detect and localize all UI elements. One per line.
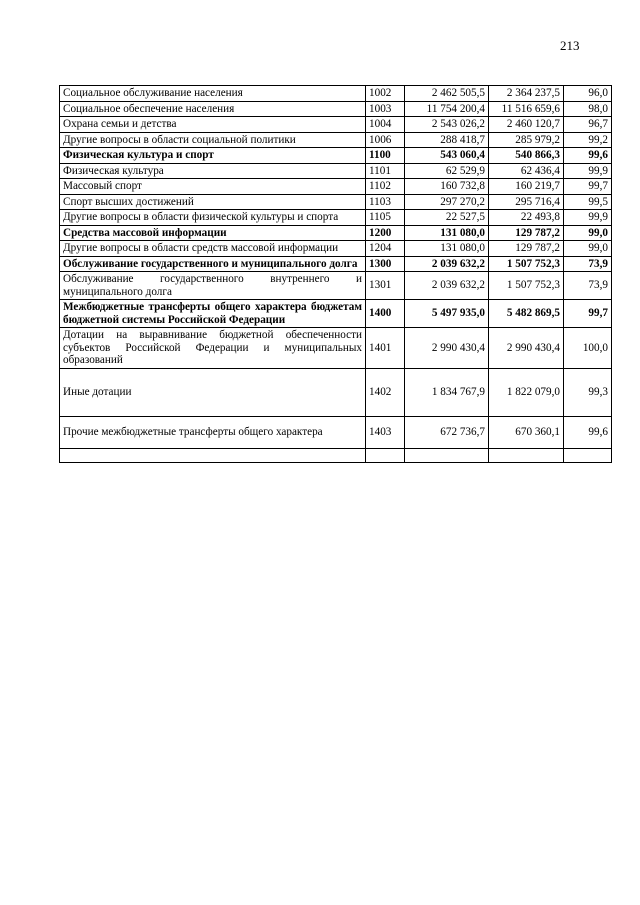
table-row	[60, 300, 612, 328]
row-code-cell: 1102	[366, 179, 405, 195]
row-fact-cell: 22 493,8	[489, 210, 564, 226]
row-percent-cell: 99,6	[564, 148, 612, 164]
page-number: 213	[560, 38, 580, 53]
row-name-cell: Прочие межбюджетные трансферты общего характера	[60, 416, 366, 448]
row-code-cell: 1400	[366, 300, 405, 328]
table-row	[60, 210, 612, 226]
row-name-cell: Физическая культура	[60, 163, 366, 179]
row-fact-cell: 2 990 430,4	[489, 328, 564, 369]
row-name-cell: Социальное обеспечение населения	[60, 101, 366, 117]
row-name-cell: Иные дотации	[60, 368, 366, 416]
row-percent-cell: 99,9	[564, 210, 612, 226]
row-fact-cell: 2 364 237,5	[489, 86, 564, 102]
row-percent-cell: 96,7	[564, 117, 612, 133]
row-percent-cell: 73,9	[564, 272, 612, 300]
row-name-cell: Обслуживание государственного внутреннего и муниципального долга	[60, 272, 366, 300]
row-code-cell: 1204	[366, 241, 405, 257]
table-row	[60, 328, 612, 369]
row-code-cell: 1100	[366, 148, 405, 164]
row-name-cell: Социальное обслуживание населения	[60, 86, 366, 102]
table-row	[60, 241, 612, 257]
row-code-cell: 1003	[366, 101, 405, 117]
row-name-cell: Другие вопросы в области социальной политики	[60, 132, 366, 148]
row-plan-cell: 22 527,5	[405, 210, 489, 226]
row-code-cell: 1105	[366, 210, 405, 226]
row-code-cell: 1200	[366, 225, 405, 241]
row-fact-cell: 540 866,3	[489, 148, 564, 164]
table-row	[60, 179, 612, 195]
row-fact-cell: 670 360,1	[489, 416, 564, 448]
row-percent-cell: 73,9	[564, 256, 612, 272]
row-plan-cell: 2 543 026,2	[405, 117, 489, 133]
table-row	[60, 148, 612, 164]
row-code-cell: 1401	[366, 328, 405, 369]
row-name-cell: Дотации на выравнивание бюджетной обеспеченности субъектов Российской Федерации и муниципальных образований	[60, 328, 366, 369]
row-percent-cell: 99,2	[564, 132, 612, 148]
row-percent-cell: 96,0	[564, 86, 612, 102]
table-row	[60, 368, 612, 416]
row-name-cell: Физическая культура и спорт	[60, 148, 366, 164]
row-percent-cell: 99,7	[564, 300, 612, 328]
row-fact-cell: 1 507 752,3	[489, 272, 564, 300]
table-row	[60, 163, 612, 179]
row-code-cell: 1002	[366, 86, 405, 102]
row-plan-cell: 131 080,0	[405, 241, 489, 257]
row-name-cell: Другие вопросы в области средств массовой информации	[60, 241, 366, 257]
table-row	[60, 132, 612, 148]
row-percent-cell: 99,9	[564, 163, 612, 179]
table-row	[60, 416, 612, 448]
row-plan-cell: 5 497 935,0	[405, 300, 489, 328]
row-code-cell: 1402	[366, 368, 405, 416]
row-code-cell: 1006	[366, 132, 405, 148]
row-fact-cell: 5 482 869,5	[489, 300, 564, 328]
row-name-cell: Спорт высших достижений	[60, 194, 366, 210]
row-percent-cell: 99,7	[564, 179, 612, 195]
row-percent-cell: 100,0	[564, 328, 612, 369]
row-fact-cell: 1 507 752,3	[489, 256, 564, 272]
row-percent-cell: 99,0	[564, 241, 612, 257]
row-plan-cell: 288 418,7	[405, 132, 489, 148]
row-plan-cell: 1 834 767,9	[405, 368, 489, 416]
table-row	[60, 86, 612, 102]
row-plan-cell: 543 060,4	[405, 148, 489, 164]
row-code-cell: 1103	[366, 194, 405, 210]
row-plan-cell: 2 462 505,5	[405, 86, 489, 102]
row-code-cell: 1300	[366, 256, 405, 272]
row-code-cell: 1301	[366, 272, 405, 300]
row-plan-cell: 131 080,0	[405, 225, 489, 241]
row-fact-cell: 285 979,2	[489, 132, 564, 148]
row-code-cell: 1403	[366, 416, 405, 448]
row-plan-cell: 160 732,8	[405, 179, 489, 195]
row-name-cell: Средства массовой информации	[60, 225, 366, 241]
row-fact-cell: 129 787,2	[489, 225, 564, 241]
row-name-cell	[60, 448, 366, 462]
row-plan-cell: 2 990 430,4	[405, 328, 489, 369]
row-fact-cell: 160 219,7	[489, 179, 564, 195]
table-row	[60, 225, 612, 241]
row-percent-cell: 99,0	[564, 225, 612, 241]
row-plan-cell	[405, 448, 489, 462]
row-name-cell: Охрана семьи и детства	[60, 117, 366, 133]
row-fact-cell: 1 822 079,0	[489, 368, 564, 416]
row-plan-cell: 672 736,7	[405, 416, 489, 448]
row-plan-cell: 62 529,9	[405, 163, 489, 179]
row-name-cell: Межбюджетные трансферты общего характера бюджетам бюджетной системы Российской Федерации	[60, 300, 366, 328]
row-percent-cell	[564, 448, 612, 462]
row-plan-cell: 11 754 200,4	[405, 101, 489, 117]
row-code-cell: 1101	[366, 163, 405, 179]
row-plan-cell: 297 270,2	[405, 194, 489, 210]
table-row	[60, 256, 612, 272]
row-name-cell: Массовый спорт	[60, 179, 366, 195]
table-row	[60, 101, 612, 117]
row-fact-cell: 2 460 120,7	[489, 117, 564, 133]
row-percent-cell: 99,6	[564, 416, 612, 448]
row-percent-cell: 99,5	[564, 194, 612, 210]
row-percent-cell: 98,0	[564, 101, 612, 117]
table-row	[60, 194, 612, 210]
row-plan-cell: 2 039 632,2	[405, 256, 489, 272]
row-code-cell: 1004	[366, 117, 405, 133]
row-fact-cell: 62 436,4	[489, 163, 564, 179]
row-name-cell: Другие вопросы в области физической культуры и спорта	[60, 210, 366, 226]
row-name-cell: Обслуживание государственного и муниципального долга	[60, 256, 366, 272]
table-row	[60, 272, 612, 300]
row-fact-cell: 129 787,2	[489, 241, 564, 257]
budget-table	[59, 85, 612, 463]
row-fact-cell: 295 716,4	[489, 194, 564, 210]
table-row	[60, 117, 612, 133]
row-plan-cell: 2 039 632,2	[405, 272, 489, 300]
row-fact-cell	[489, 448, 564, 462]
row-fact-cell: 11 516 659,6	[489, 101, 564, 117]
row-percent-cell: 99,3	[564, 368, 612, 416]
row-code-cell	[366, 448, 405, 462]
table-row	[60, 448, 612, 462]
